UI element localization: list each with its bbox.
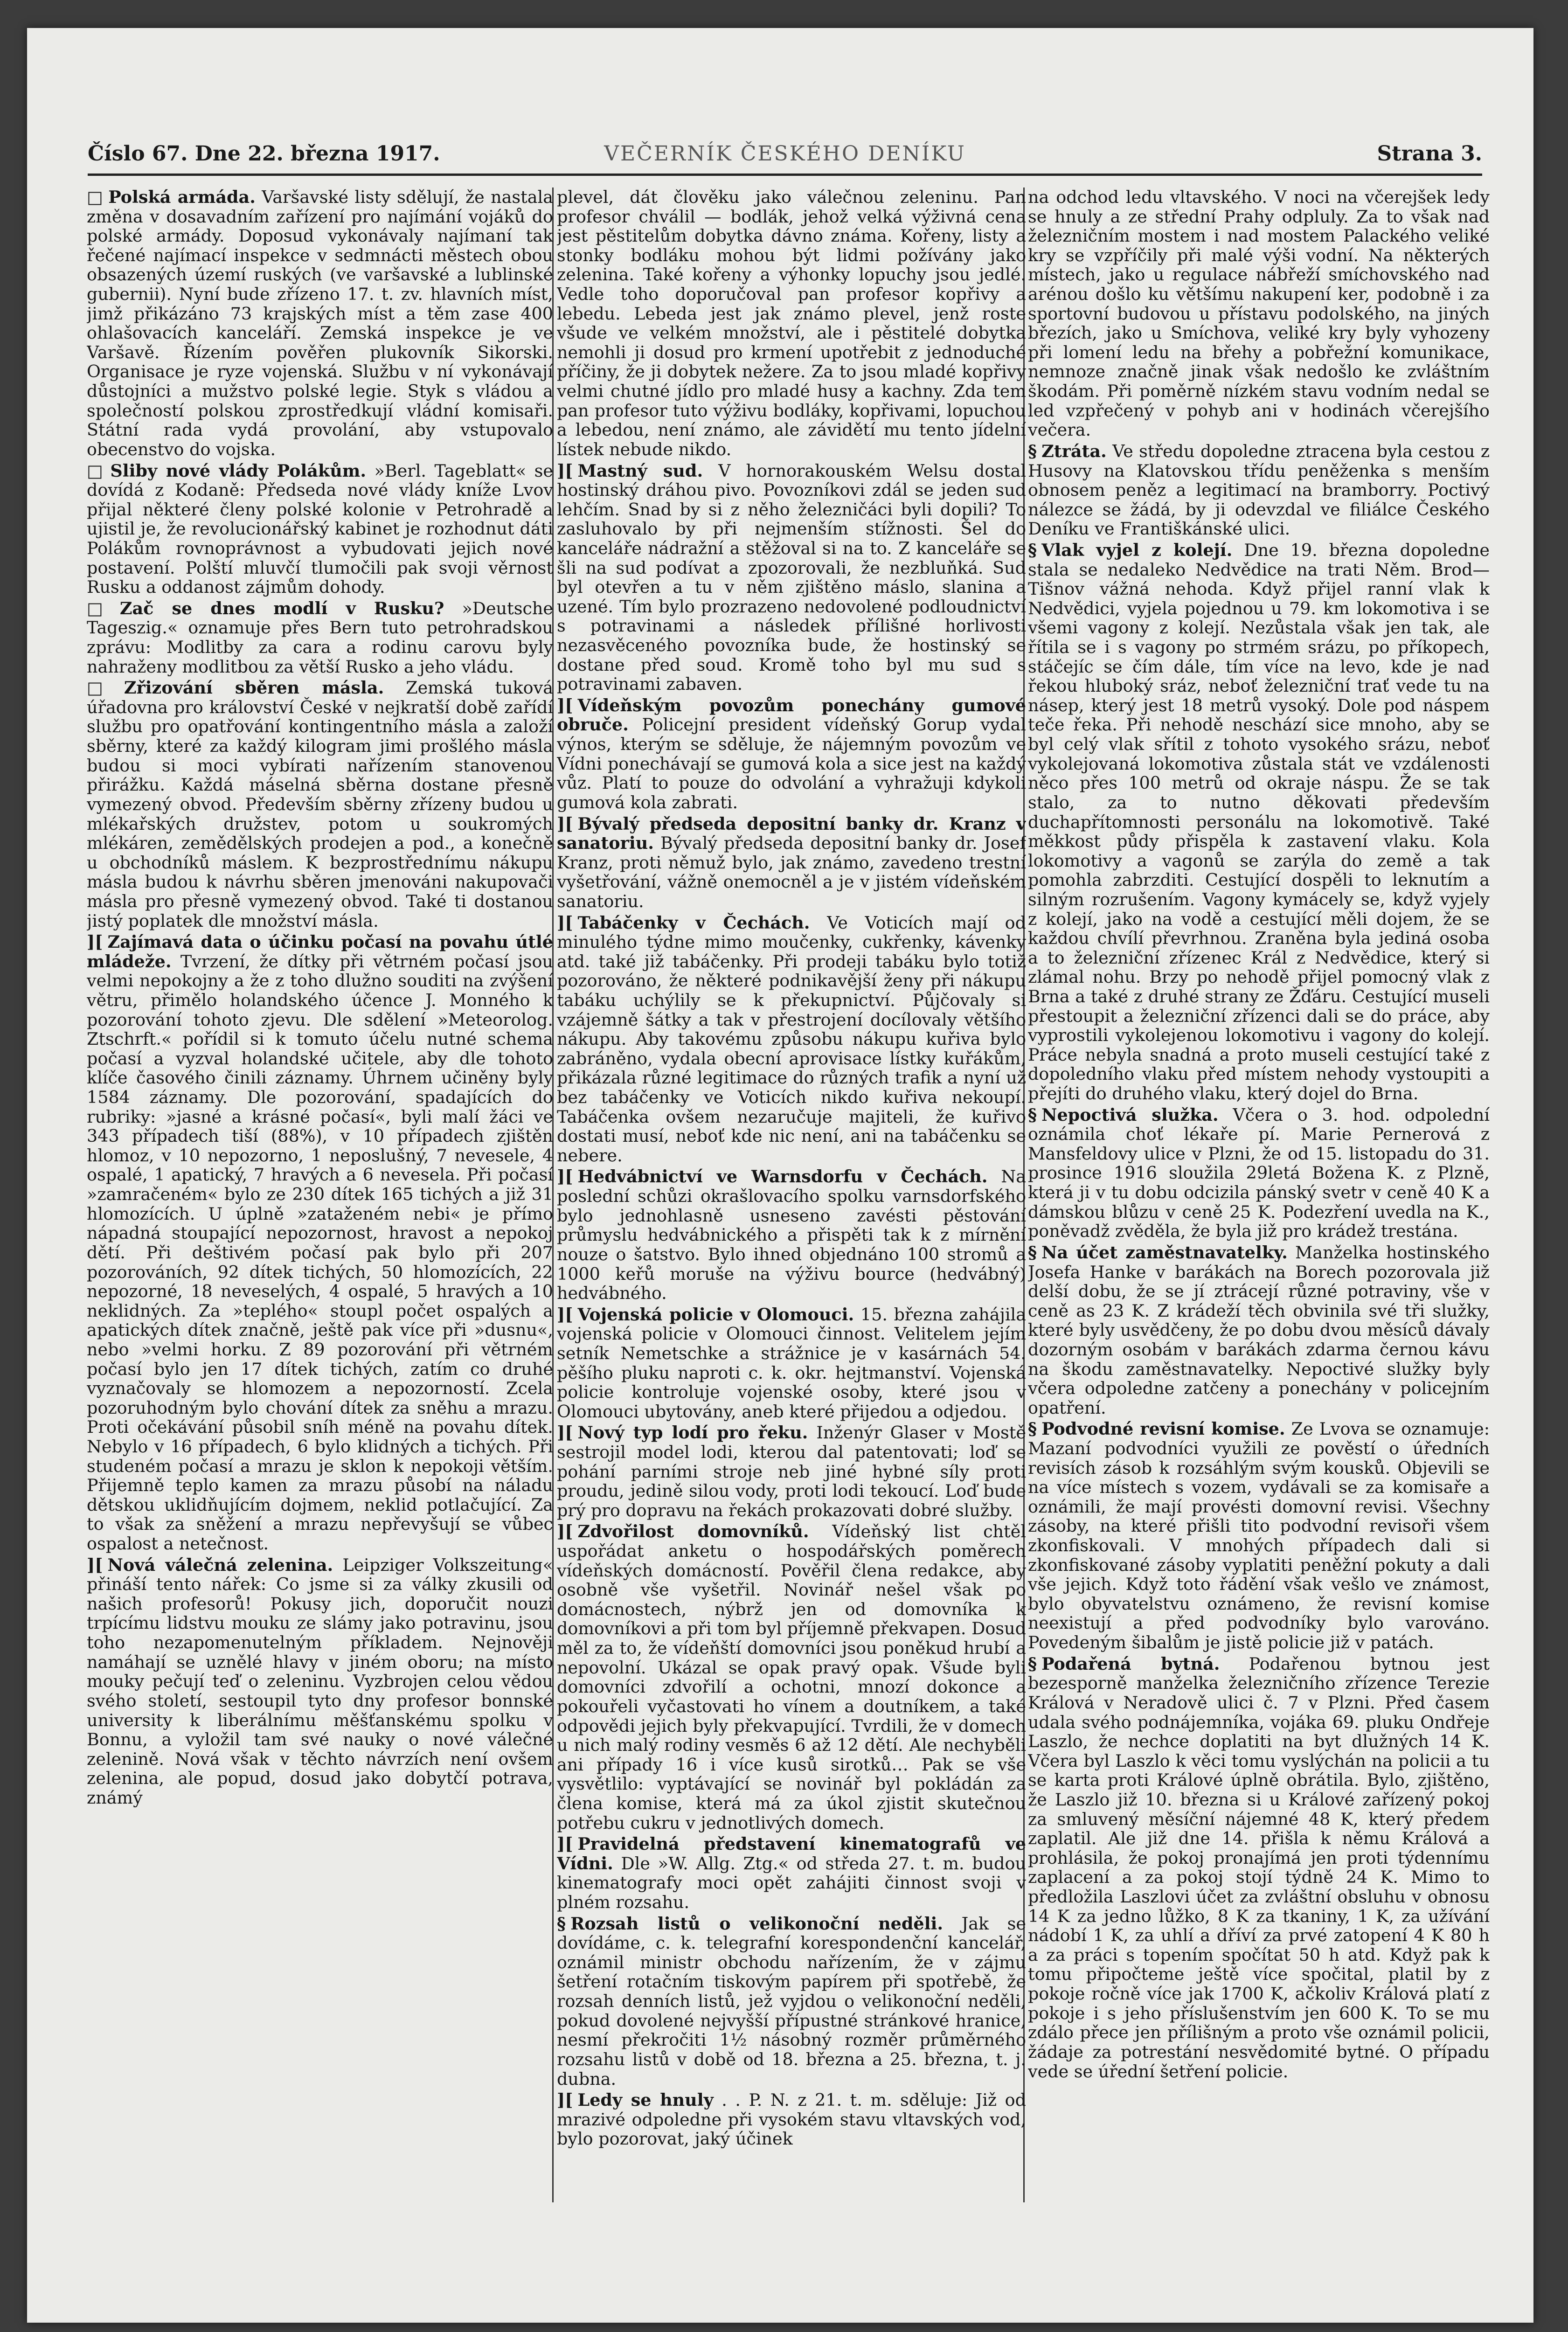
article-title: Hedvábnictví ve Warnsdorfu v Čechách.: [577, 1166, 988, 1187]
section-marker: ][: [557, 1304, 573, 1325]
article-body: Tvrzení, že dítky při větrném počasí jsou velmi nepokojny a že z toho dlužno souditi na zvýšení větru, přimělo holandského účence J. Monného k pozorování tohoto zjevu. Dle sdělení »Meteorolog. Ztschrft.« pořídil si k tomuto účelu nutné schema počasí a vyzval holandské učitele, aby dle tohoto klíče časového činili záznamy. Úhrnem učiněny byly 1584 záznamy. Dle pozorování, spadajících do rubriky: »jasné a krásné počasí«, byli malí žáci ve 343 případech tiší (88%), v 10 případech zjištěn hlomoz, v 10 nepozorno, 1 neposlušný, 7 nevesele, 4 ospalé, 1 apatický, 7 hravých a 6 nevesela. Při počasí »zamračeném« bylo ze 230 dítek 165 tichých a již 31 hlomozících. U úplně »zataženém nebi« je přímo nápadná stoupající nepozornost, hravost a nepokoj dětí. Při deštivém počasí pak bylo při 207 pozorováních, 92 dítek tichých, 50 hlomozících, 22 nepozorné, 18 neveselých, 4 ospalé, 5 hravých a 10 neklidných. Za »teplého« stoupl počet ospalých a apatických dítek značně, ještě pak více při »dusnu«, nebo »velmi horku. Z 89 pozorování při větrném počasí bylo jen 17 dítek tichých, zatím co druhé vyznačovaly se hlomozem a nepozorností. Zcela pozoruhodným bylo chování dítek za sněhu a mrazu. Proti očekávání působil sníh méně na povahu dítek. Nebylo v 16 případech, 6 bylo klidných a tichých. Při studeném počasí a mrazu je sklon k nepokoji větším. Přijemně teplo kamen za mrazu působí na náladu dětskou uklidňujícím dojmem, neklid potlačující. Za to však za sněžení a mrazu nepřevyšují se vůbec ospalost a netečnost.: [87, 951, 553, 1554]
article: [557, 1834, 1026, 1912]
article-body: plevel, dát člověku jako válečnou zeleninu. Pan profesor chválil — bodlák, jehož velká výživná cena jest pěstitelům dobytka dávno známa. Kořeny, listy a stonky bodláku mohou být lidmi požívány jako zelenina. Také kořeny a výhonky lopuchy jsou jedlé. Vedle toho doporučoval pan profesor kopřivy a lebedu. Lebeda jest jak známo plevel, jenž roste všude ve velkém množství, ale i pěstitelé dobytka nemohli ji dosud pro krmení upotřebit z jednoduché příčiny, že ji dobytek nežere. Za to jsou mladé kopřivy velmi chutné jídlo pro mladé husy a kachny. Zda tem pan profesor tuto výživu bodláky, kopřivami, lopuchou a lebedou, není známo, ale závidětí mu tento jídelní lístek nebude nikdo.: [557, 187, 1026, 459]
article: [557, 1522, 1026, 1832]
article: [87, 599, 553, 676]
article-title: Nový typ lodí pro řeku.: [577, 1423, 808, 1443]
article-body: Dne 19. března dopoledne stala se nedaleko Nedvědice na trati Něm. Brod—Tišnov vážná nehoda. Když přijel ranní vlak k Nedvědici, vyjela pojednou u 79. km lokomotiva i se všemi vagony z kolejí. Nezůstala však jen tak, ale řítila se i s vagony po strmém srázu, po příkopech, stáčejíc se čím dále, tím více na levo, kde je nad řekou hluboký sráz, neboť železniční trať vede tu na násep, který jest 18 metrů vysoký. Dole pod náspem teče řeka. Při nehodě neschází sice mnoho, aby se byl celý vlak sřítil z tohoto vysokého srázu, neboť vykolejovaná lokomotiva zůstala stát ve vzdálenosti něco přes 100 metrů od okraje náspu. Že se tak stalo, za to nutno děkovati především duchapřítomnosti personálu na lokomotivě. Také měkkost půdy přispěla k zastavení vlaku. Kola lokomotivy a vagonů se zarýla do země a tak pomohla zabrzditi. Cestující dospěli to leknutím a silným rozrušením. Vagony kymácely se, když vyjely z kolejí, jako na vodě a cestující měli dojem, že se každou chvílí převrhnou. Zraněna byla jediná osoba a to železniční zřízenec Král z Nedvědice, který si zlámal nohu. Brzy po nehodě přijel pomocný vlak z Brna a také z druhé strany ze Žďáru. Cestující museli přestoupit a železniční zřízenci dali se do práce, aby vyprostili vykolejenou lokomotivu i vagony do kolejí. Práce nebyla snadná a proto museli cestující také z dopoledního vlaku před místem nehody vystoupiti a přejíti do druhého vlaku, který dojel do Brna.: [1028, 540, 1490, 1104]
article-title: Ledy se hnuly: [577, 2090, 714, 2110]
article-title: Zač se dnes modlí v Rusku?: [119, 598, 444, 618]
column-2: [557, 187, 1026, 2202]
article: [87, 1555, 553, 1808]
section-marker: §: [1028, 540, 1037, 560]
article-body: . . P. N. z 21. t. m. sděluje: Již od mrazivé odpoledne při vysokém stavu vltavských vod, bylo pozorovat, jaký účinek: [557, 2090, 1026, 2149]
article: [1028, 187, 1490, 440]
article-title: Pravidelná představení kinematografů ve Vídni.: [557, 1834, 1026, 1874]
article-title: Mastný sud.: [577, 460, 703, 481]
article-body: Leipziger Volkszeitung« přináší tento nářek: Co jsme si za války zkusili od našich profesorů! Pokusy jich, doporučit nouzi trpícímu lidstvu mouku ze slámy jako potravinu, jsou toho nezapomenutelným příkladem. Nejnověji namáhají se uznělé hlavy v jiném oboru; na místo mouky pečují teď o zeleninu. Vyzbrojen celou vědou svého století, sestoupil tyto dny profesor bonnské university k liberálnímu měšťanskému spolku v Bonnu, a vyložil tam své nauky o nové válečné zelenině. Nová však v těchto návrzích není ovšem zelenina, ale popud, dosud jako dobytčí potrava, známý: [87, 1555, 553, 1808]
section-marker: §: [1028, 1104, 1037, 1125]
section-marker: ][: [557, 1521, 573, 1542]
section-marker: ][: [557, 1166, 573, 1187]
article-title: Nepoctivá služka.: [1041, 1104, 1219, 1125]
article-body: Bývalý předseda depositní banky dr. Josef Kranz, proti němuž bylo, jak známo, zavedeno trestní vyšetřování, vážně onemocněl a je v jistém vídeňském sanatoriu.: [557, 833, 1026, 911]
article-body: Manželka hostinského Josefa Hanke v barákách na Borech pozorovala již delší dobu, že se jí ztrácejí různé potraviny, vše v ceně as 23 K. Z krádeží těch obvinila své tři služky, které byly usvědčeny, že po dobu dvou měsíců dávaly dozorným osobám v barákách zdarma černou kávu na škodu zaměstnavatelky. Nepoctivé služky byly včera odpoledne zatčeny a ponechány v policejním opatření.: [1028, 1242, 1490, 1418]
article-body: Na poslední schůzi okrašlovacího spolku varnsdorfského bylo jednohlasně usneseno zavésti pěstování průmyslu hedvábnického a přispěti tak k z mírnění nouze o šatstvo. Bylo ihned objednáno 100 stromů a 1000 keřů moruše na výživu bource (hedvábný) hedvábného.: [557, 1166, 1026, 1304]
section-marker: ][: [557, 1423, 573, 1443]
article-body: Dle »W. Allg. Ztg.« od středa 27. t. m. budou kinematografy moci opět zahájiti činnost svoji v plném rozsahu.: [557, 1853, 1026, 1913]
section-marker: §: [1028, 441, 1037, 461]
newspaper-page: [27, 28, 1533, 2323]
article-body: Vídeňský list chtěl uspořádat anketu o hospodářských poměrech vídeňských domácností. Pověřil člena redakce, aby osobně vše vyšetřil. Novinář nešel však po domácnostech, nýbrž jen od domovníka k domovníkovi a při tom byl příjemně překvapen. Dosud měl za to, že vídeňští domovníci jsou poněkud hrubí a nepovolní. Ukázal se opak pravý opak. Všude byli domovníci zdvořilí a ochotni, mnozí dokonce a pokouřeli vyčastovati ho vínem a doutníkem, a také odpovědi jejich byly překvapující. Tvrdili, že v domech u nich malý rodiny vesměs 6 až 12 dětí. Ale nechyběli ani případy 16 i více kusů sirotků… Pak se vše vysvětlilo: vyptávající se novinář byl pokládán za člena komise, která má za úkol zjistit skutečnou potřebu cukru v jednotlivých domech.: [557, 1521, 1026, 1833]
article-title: Sliby nové vlády Polákům.: [110, 460, 367, 481]
section-marker: ][: [557, 2090, 573, 2110]
article-title: Vojenská policie v Olomouci.: [577, 1304, 854, 1325]
article-body: Podařenou bytnou jest bezesporně manželka železničního zřízence Terezie Králová v Neradově ulici č. 7 v Plzni. Před časem udala svého podnájemníka, vojáka 69. pluku Ondřeje Laszlo, že nechce doplatiti na byt dlužných 14 K. Včera byl Laszlo k věci tomu vyslýchán na policii a tu se karta proti Králové úplně obrátila. Bylo, zjištěno, že Laszlo již 10. března si u Králové zařízený pokoj za smluvený měsíční nájemné 48 K, který předem zaplatil. Ale již dne 14. přišla k němu Králová a prohlásila, že pokoj pronajímá jen proti týdennímu zaplacení a za pokoj stojí týdně 24 K. Mimo to předložila Laszlovi účet za zvláštní obsluhu v obnosu 14 K za jedno lůžko, 8 K za tkaniny, 1 K, za užívání nádobí 1 K, za uhlí a dříví za prvé zatopení 4 K 80 h a za práci s topením spočítat 50 h atd. Když pak k tomu připočteme ještě více spočital, platil by z pokoje ročně více jak 1700 K, ačkoliv Králová platí z pokoje i s jeho příslušenstvím jen 600 K. To se mu zdálo přece jen přílišným a proto vše oznámil policii, žádaje za potrestání nesvědomité bytné. O případu vede se úřední šetření policie.: [1028, 1653, 1490, 2082]
article: [1028, 1105, 1490, 1241]
article-title: Polská armáda.: [108, 187, 256, 207]
article-body: Ve Voticích mají od minulého týdne mimo moučenky, cukřenky, kávenky atd. také již tabáčenky. Při prodeji tabáku bylo totiž pozorováno, že některé podnikavější ženy při nákupu tabáku uchýlily se k překupnictví. Půjčovaly si vzájemně šátky a tak v přestrojení docílovaly většího nákupu. Aby takovému způsobu nákupu kuřiva bylo zabráněno, vydala obecní aprovisace lístky kuřákům, přikázala různé legitimace do různých trafik a nyní už bez tabáčenky ve Voticích nikdo kuřiva nekoupí. Tabáčenka ovšem nezaručuje majiteli, že kuřivo dostati musí, neboť kde nic není, ani na tabáčenku se nebere.: [557, 912, 1026, 1166]
article: [87, 461, 553, 597]
article: [557, 2090, 1026, 2149]
section-marker: ][: [557, 1834, 573, 1854]
article-body: »Deutsche Tageszig.« oznamuje přes Bern tuto petrohradskou zprávu: Modlitby za cara a rodinu carovu byly nahraženy modlitbou za větší Rusko a jeho vládu.: [87, 598, 553, 677]
article-title: Zřizování sběren másla.: [124, 678, 384, 698]
article: [87, 932, 553, 1554]
article: [1028, 1654, 1490, 2081]
article: [557, 187, 1026, 459]
issue-date: Číslo 67. Dne 22. března 1917.: [88, 142, 440, 166]
article-body: Varšavské listy sdělují, že nastala změna v dosavadním zařízení pro najímání vojáků do polské armády. Doposud vykonávaly najímaní tak řečené najímací inspekce v sedmnácti městech obou obsazených území ruských (ve varšavské a lublinské gubernii). Nyní bude zřízeno 17. t. zv. hlavních míst, jimž přikázáno 73 krajských míst a těm zase 400 ohlašovacích kanceláří. Zemská inspekce je ve Varšavě. Řízením pověřen plukovník Sikorski. Organisace je ryze vojenská. Službu v ní vykonávají důstojníci a mužstvo polské legie. Styk s vládou a společností polskou zprostředkují vládní komisaři. Státní rada vydá provolání, aby vstupovalo obecenstvo do vojska.: [87, 187, 553, 459]
article-title: Tabáčenky v Čechách.: [577, 912, 810, 933]
article-body: »Berl. Tageblatt« se dovídá z Kodaně: Předseda nové vlády kníže Lvov přijal některé členy polské kolonie v Petrohradě a ujistil je, že revolucionářský kabinet je rozhodnut dáti Polákům rovnoprávnost a vybudovati jejich nové postavení. Polští mluvčí tlumočili pak svoji věrnost Rusku a oddanost zájmům dohody.: [87, 460, 553, 597]
article-body: Jak se dovídáme, c. k. telegrafní korespondenční kancelář, oznámil ministr obchodu nařízením, že v zájmu šetření rotačním tiskovým papírem při spotřebě, že rozsah denních listů, jež vyjdou o velikonoční neděli, pokud dovolené nejvyšší přípustné stránkové hranice, nesmí překročiti 1½ násobný rozměr průměrného rozsahu listů v době od 18. března a 25. března, t. j. dubna.: [557, 1913, 1026, 2089]
article: [87, 187, 553, 459]
article-body: Inženýr Glaser v Mostě sestrojil model lodi, kterou dal patentovati; loď se pohání parními stroje neb jiné hybné síly proti proudu, jedině silou vody, proti lodi tekoucí. Loď bude prý pro dopravu na řekách prokazovati dobré služby.: [557, 1423, 1026, 1520]
article: [557, 1167, 1026, 1303]
article-title: Vídeňským povozům ponechány gumové obruče.: [557, 695, 1026, 735]
section-marker: §: [1028, 1653, 1037, 1674]
article-body: Policejní president vídeňský Gorup vydal výnos, kterým se sděluje, že nájemným povozům ve Vídni ponechávají se gumová kola a sice jest na každý vůz. Platí to pouze do odvolání a vyhražuji kdykoli gumová kola zabrati.: [557, 715, 1026, 812]
article-title: Nová válečná zelenina.: [107, 1555, 333, 1575]
article-title: Podařená bytná.: [1041, 1653, 1220, 1674]
article-body: na odchod ledu vltavského. V noci na včerejšek ledy se hnuly a ze střední Prahy odpluly. Za to však nad železničním mostem i nad mostem Palackého veliké kry se vzpříčily při malé výši vodní. Na některých místech, jako u regulace nábřeží smíchovského nad arénou došlo ku většímu nakupení ker, podobně i za sportovní budovou u přístavu podolského, na jiných březích, jako u Smíchova, veliké kry byly vyhozeny při lomení ledu na břehy a pobřežní komunikace, nemnoze značně jinak však nedošlo ke zvláštním škodám. Při poměrně nízkém stavu vodním nedal se led vzpřečený v pohyb ani v hodinách včerejšího večera.: [1028, 187, 1490, 440]
section-marker: ][: [557, 912, 573, 933]
section-marker: ][: [557, 813, 573, 834]
article-body: V hornorakouském Welsu dostal hostinský dráhou pivo. Povozníkovi zdál se jeden sud lehčím. Snad by si z něho železničáci byli dopili? To zasluhovalo by při nejmenším stížnosti. Šel do kanceláře nádražní a stěžoval si na to. Z kanceláře se šli na sud podívat a zpozorovali, že nezbluňká. Sud byl otevřen a tu v něm zjištěno máslo, slanina a uzené. Tím bylo prozrazeno nedovolené podloudnictví s potravinami a následek přílišné horlivosti nezasvěceného povozníka bude, že hostinský se dostane před soud. Kromě toho byl mu sud s potravinami zabaven.: [557, 460, 1026, 694]
article-title: Podvodné revisní komise.: [1041, 1419, 1285, 1439]
column-3: [1028, 187, 1490, 2202]
article-body: Zemská tuková úřadovna pro království České v nejkratší době zařídí službu pro opatřování kontingentního másla a založí sběrny, které za každý kilogram jimi prošlého másla budou si moci vybírati nařízením stanovenou přirážku. Každá máselná sběrna dostane přesně vymezený obvod. Především sběrny zřízeny budou u mlékařských družstev, potom u soukromých mlékáren, zemědělských prodejen a pod., a konečně u obchodníků máslem. K bezprostřednímu nákupu másla budou k návrhu sběren jmenováni nakupovači másla pro přesně vymezený obvod. Také ti dostanou jistý poplatek dle množství másla.: [87, 678, 553, 931]
article-title: Ztráta.: [1041, 441, 1107, 461]
section-marker: ][: [87, 932, 103, 952]
section-marker: □: [87, 187, 104, 207]
article: [557, 1914, 1026, 2089]
column-1: [87, 187, 553, 2202]
article-body: 15. března zahájila vojenská policie v Olomouci činnost. Velitelem jejím setník Nemetschke a strážnice je v kasárnách 54. pěšího pluku naproti c. k. okr. hejtmanství. Vojenská policie kontroluje vojenské osoby, které jsou v Olomouci ubytovány, aneb které přijedou a odjedou.: [557, 1304, 1026, 1422]
page-number: Strana 3.: [1377, 142, 1482, 166]
section-marker: ][: [87, 1555, 103, 1575]
newspaper-title: VEČERNÍK ČESKÉHO DENÍKU: [604, 142, 966, 166]
article: [557, 814, 1026, 911]
article-title: Bývalý předseda depositní banky dr. Kranz v sanatoriu.: [557, 813, 1026, 854]
section-marker: §: [557, 1913, 566, 1934]
section-marker: ][: [557, 460, 573, 481]
article-title: Rozsah listů o velikonoční neděli.: [570, 1913, 944, 1934]
article-title: Zdvořilost domovníků.: [577, 1521, 809, 1542]
article: [557, 1305, 1026, 1422]
section-marker: §: [1028, 1242, 1037, 1263]
article-title: Zajímavá data o účinku počasí na povahu útlé mládeže.: [87, 932, 553, 972]
article: [1028, 1419, 1490, 1652]
section-marker: □: [87, 678, 119, 698]
section-marker: ][: [557, 695, 573, 715]
article-body: Ve středu dopoledne ztracena byla cestou z Husovy na Klatovskou třídu peněženka s menším obnosem peněz a legitimací na bramborry. Poctivý nálezce se žádá, by ji odevzdal ve filiálce Českého Deníku ve Františkánské ulici.: [1028, 441, 1490, 539]
article-body: Ze Lvova se oznamuje: Mazaní podvodníci využili ze pověstí o úředních revisích zásob k rozsáhlým svým kousků. Objevili se na více místech s vozem, vydávali se za komisaře a oznámili, že mají provésti domovní revisi. Všechny zásoby, na které přišli tito podvodní revisoři všem zkonfiskovali. V mnohých případech dali si zkonfiskované zásoby vyplatiti peněžní pokuty a dali vše jejich. Když toto řádění však vešlo ve známost, bylo obyvatelstvu oznámeno, že revisní komise neexistují a před podvodníky bylo varováno. Povedeným šibalům je jistě policie již v patách.: [1028, 1419, 1490, 1653]
article: [87, 678, 553, 930]
page-header: [88, 136, 1482, 176]
article-title: Vlak vyjel z kolejí.: [1041, 540, 1233, 560]
section-marker: □: [87, 460, 106, 481]
article-body: Včera o 3. hod. odpolední oznámila choť lékaře pí. Marie Pernerová z Mansfeldovy ulice v Plzni, že od 15. listopadu do 31. prosince 1916 sloužila 29letá Božena K. z Plzně, která ji v tu dobu odcizila pánský svetr v ceně 40 K a dámskou blůzu v ceně 25 K. Podezření uvedla na K., poněvadž zvěděla, že byla již pro krádež trestána.: [1028, 1104, 1490, 1242]
article: [557, 1423, 1026, 1520]
article: [1028, 442, 1490, 539]
article: [557, 461, 1026, 694]
article: [1028, 1243, 1490, 1417]
article: [557, 696, 1026, 812]
section-marker: §: [1028, 1419, 1037, 1439]
article-title: Na účet zaměstnavatelky.: [1041, 1242, 1288, 1263]
article: [1028, 541, 1490, 1104]
section-marker: □: [87, 598, 115, 618]
article: [557, 913, 1026, 1166]
